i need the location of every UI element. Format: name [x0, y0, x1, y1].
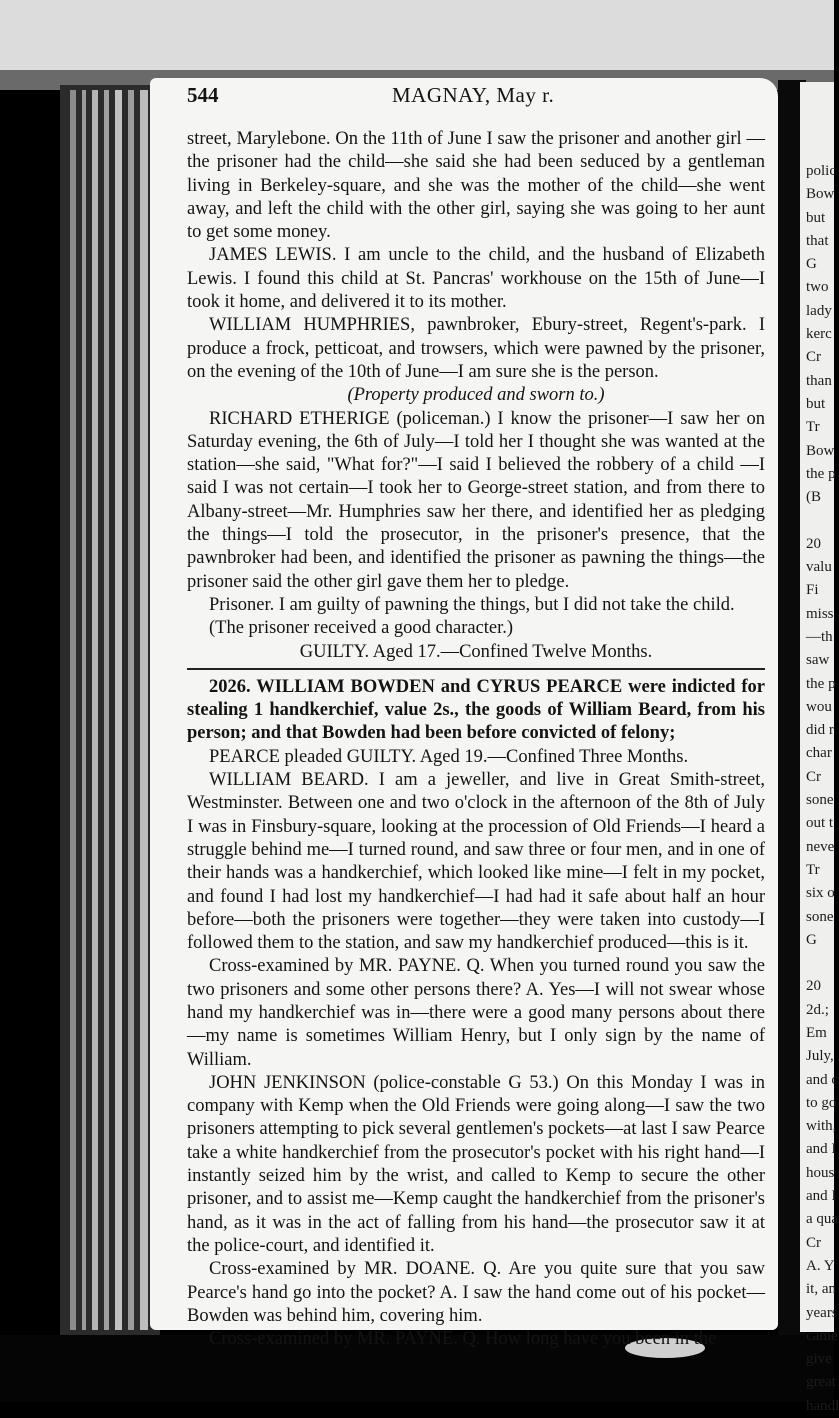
- facing-page-line: Tr: [806, 419, 820, 436]
- facing-page-line: [806, 952, 834, 975]
- facing-page-line: Bow: [806, 442, 835, 459]
- facing-page-line: two: [806, 279, 829, 296]
- facing-page-line: with,: [806, 1118, 837, 1135]
- testimony-john-jenkinson: JOHN JENKINSON (police-constable G 53.) On this Monday I was in company with Kemp when the Old Friends were going along—I saw the two prisoners attempting to pick several gentlemen's pockets—at last I saw Pearce take a white handkerchief from the prosecutor's pocket with his right hand—I instantly seized him by the wrist, and called to Kemp to secure the other prisoner, and to assist me—Kemp caught the handkerchief from the prisoner's hand, as it was in the act of falling from his hand—the prosecutor saw it at the police-court, and identified it.: [187, 1072, 765, 1256]
- facing-page-line: the p: [806, 675, 836, 692]
- facing-page-line: 20: [806, 535, 821, 552]
- case-2026-heading: 2026. WILLIAM BOWDEN and CYRUS PEARCE were indicted for stealing 1 handkerchief, value 2s., the goods of William Beard, from his person; and that Bowden had been before convicted of felony;: [187, 676, 765, 744]
- facing-page-line: hous: [806, 1164, 835, 1181]
- facing-page-line: Bow: [806, 186, 835, 203]
- facing-page-line: [806, 509, 834, 532]
- facing-page-line: wou: [806, 698, 832, 715]
- facing-page-line: Fi: [806, 582, 819, 599]
- facing-page-line: than: [806, 372, 832, 389]
- facing-page-line: (B: [806, 489, 821, 506]
- verdict: GUILTY. Aged 17.—Confined Twelve Months.: [299, 641, 653, 662]
- facing-page-line: the p: [806, 465, 836, 482]
- facing-page-line: sone: [806, 908, 834, 925]
- facing-page-line: kerc: [806, 326, 832, 343]
- facing-page-line: six o: [806, 885, 835, 902]
- facing-page-line: neve: [806, 838, 835, 855]
- prisoner-statement: Prisoner. I am guilty of pawning the things, but I did not take the child.: [209, 594, 735, 615]
- facing-page-line: great: [806, 1374, 836, 1391]
- facing-page-line: out t: [806, 815, 834, 832]
- facing-page-line: char: [806, 745, 832, 762]
- facing-page-line: miss: [806, 605, 834, 622]
- facing-page-line: give: [806, 1351, 832, 1368]
- facing-page-strip: [806, 160, 839, 1418]
- facing-page-line: lady: [806, 302, 832, 319]
- facing-page-line: Cr: [806, 768, 821, 785]
- facing-page-line: 2d.;: [806, 1001, 829, 1018]
- facing-page-line: but: [806, 395, 826, 412]
- facing-page-line: to go: [806, 1094, 837, 1111]
- facing-page-line: handl: [806, 1397, 839, 1414]
- facing-page-line: and I: [806, 1188, 837, 1205]
- testimony-richard-etherige: RICHARD ETHERIGE (policeman.) I know the prisoner—I saw her on Saturday evening, the 6th of July—I told her I thought she was wanted at the station—she said, "What for?"—I said I believed the robbery of a child —I said I was not certain—I took her to George-street station, and from there to Albany-street—Mr. Humphries saw her there, and identified her as pledging the things—I told the prosecutor, in the prisoner's presence, that the pawnbroker had been, and identified the prisoner as pawning the things—the prisoner said the other girl gave them her to pledge.: [187, 408, 765, 592]
- section-divider: [187, 668, 765, 670]
- pearce-plea: PEARCE pleaded GUILTY. Aged 19.—Confined Three Months.: [209, 746, 689, 767]
- page-header: [187, 84, 765, 118]
- facing-page-line: sone: [806, 792, 834, 809]
- facing-page-line: saw: [806, 652, 830, 669]
- cross-examination-doane: Cross-examined by MR. DOANE. Q. Are you quite sure that you saw Pearce's hand go into the pocket? A. I saw the hand come out of his pocket—Bowden was behind him, covering him.: [187, 1259, 765, 1326]
- character-note: (The prisoner received a good character.): [209, 618, 514, 639]
- facing-page-line: valu: [806, 559, 832, 576]
- facing-page-line: did r: [806, 722, 834, 739]
- cross-examination-payne-2: Cross-examined by MR. PAYNE. Q. How long have you been in the: [209, 1329, 717, 1350]
- facing-page-line: and c: [806, 1071, 839, 1088]
- testimony-william-beard: WILLIAM BEARD. I am a jeweller, and live in Great Smith-street, Westminster. Between one and two o'clock in the afternoon of the 8th of July I was in Finsbury-square, looking at the procession of Old Friends—I heard a struggle behind me—I turned round, and saw three or four men, and in one of their hands was a handkerchief, which looked like mine—I felt in my pocket, and found I had lost my handkerchief—I had had it safe about half an hour before—both the prisoners were together—they were taken into custody—I followed them to the station, and saw my handkerchief produced—this is it.: [187, 770, 765, 954]
- testimony-james-lewis: JAMES LEWIS. I am uncle to the child, and the husband of Elizabeth Lewis. I found this child at St. Pancras' workhouse on the 15th of June—I took it home, and delivered it to its mother.: [187, 245, 765, 313]
- facing-page-line: years: [806, 1304, 838, 1321]
- facing-page-line: Em: [806, 1024, 827, 1041]
- facing-page-line: but: [806, 209, 826, 226]
- facing-page-line: and I: [806, 1141, 837, 1158]
- facing-page-line: polic: [806, 163, 836, 179]
- facing-page-line: —th: [806, 628, 833, 645]
- facing-page-line: A. Y: [806, 1257, 835, 1274]
- testimony-william-humphries: WILLIAM HUMPHRIES, pawnbroker, Ebury-street, Regent's-park. I produce a frock, petticoat, and trowsers, which were pawned by the prisoner, on the evening of the 10th of June—I am sure she is the person.: [187, 315, 765, 382]
- facing-page-line: Tr: [806, 861, 820, 878]
- facing-page-line: that: [806, 232, 829, 249]
- property-note: (Property produced and sworn to.): [347, 385, 605, 406]
- facing-page-line: 20: [806, 978, 821, 995]
- facing-page-line: a qua: [806, 1211, 839, 1228]
- running-title: MAGNAY, May r.: [392, 83, 555, 107]
- facing-page-line: Cr: [806, 1234, 821, 1251]
- facing-page-line: G: [806, 256, 817, 273]
- facing-page-line: came: [806, 1327, 838, 1344]
- facing-page-line: G: [806, 931, 817, 948]
- page-text: [187, 84, 765, 1351]
- facing-page-line: it, an: [806, 1281, 836, 1298]
- page-number: 544: [187, 83, 219, 107]
- cross-examination-payne: Cross-examined by MR. PAYNE. Q. When you turned round you saw the two prisoners and some other persons there? A. Yes—I will not swear whose hand my handkerchief was in—there were a good many persons about there—my name is sometimes William Henry, but I only sign by the name of William.: [187, 956, 765, 1070]
- paragraph: street, Marylebone. On the 11th of June I saw the prisoner and another girl —the prisoner had the child—she said she had been seduced by a gentleman living in Berkeley-square, and she was the mother of the child—she went away, and left the child with the other girl, saying she was going to her aunt to get some money.: [187, 129, 765, 243]
- facing-page-line: July,: [806, 1048, 834, 1065]
- facing-page-line: Cr: [806, 349, 821, 366]
